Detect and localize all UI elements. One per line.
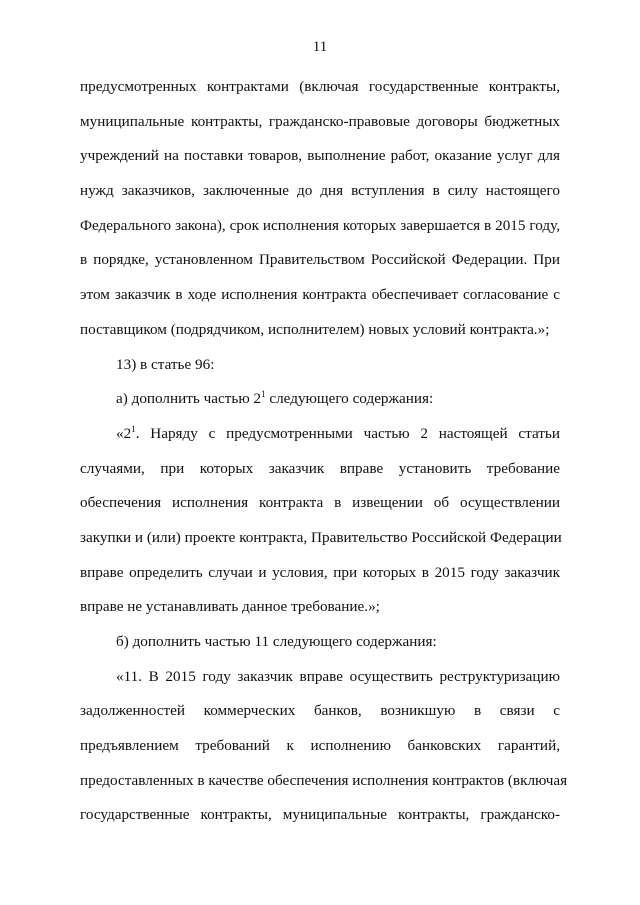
text-line: Федерального закона), срок исполнения которых завершается в 2015 году, — [80, 216, 560, 234]
text-line: обеспечения исполнения контракта в извещении об осуществлении — [80, 494, 560, 512]
text-line: предоставленных в качестве обеспечения исполнения контрактов (включая — [80, 771, 568, 789]
text-line: случаями, при которых заказчик вправе установить требование — [80, 459, 560, 477]
text-line: закупки и (или) проекте контракта, Правительство Российской Федерации — [80, 528, 562, 546]
superscript: 1 — [131, 423, 136, 434]
document-body — [80, 70, 568, 833]
text-line: учреждений на поставки товаров, выполнение работ, оказание услуг для — [80, 147, 560, 165]
text-line: нужд заказчиков, заключенные до дня вступления в силу настоящего — [80, 182, 560, 200]
text-segment: а) дополнить частью 2 — [116, 390, 262, 408]
text-line: муниципальные контракты, гражданско-правовые договоры бюджетных — [80, 112, 560, 130]
text-line: государственные контракты, муниципальные контракты, гражданско- — [80, 806, 560, 824]
page-number: 11 — [312, 39, 328, 55]
text-line: этом заказчик в ходе исполнения контракта обеспечивает согласование с — [80, 286, 560, 304]
text-line: б) дополнить частью 11 следующего содержания: — [116, 633, 437, 650]
text-segment: «2 — [116, 424, 132, 442]
text-line: вправе определить случаи и условия, при которых в 2015 году заказчик — [80, 563, 560, 581]
text-line: поставщиком (подрядчиком, исполнителем) новых условий контракта.»; — [80, 320, 550, 338]
superscript: 1 — [261, 389, 266, 400]
text-segment: . Наряду с предусмотренными частью 2 настоящей статьи — [135, 424, 560, 442]
text-line: «11. В 2015 году заказчик вправе осуществить реструктуризацию — [116, 667, 560, 685]
text-line: вправе не устанавливать данное требование.»; — [80, 598, 380, 616]
text-line: задолженностей коммерческих банков, возникшую в связи с — [80, 702, 560, 720]
text-segment: следующего содержания: — [265, 390, 434, 408]
text-line — [80, 417, 560, 452]
text-line: 13) в статье 96: — [116, 355, 215, 373]
text-line — [80, 382, 560, 417]
text-line: в порядке, установленном Правительством Российской Федерации. При — [80, 251, 560, 269]
text-line: предусмотренных контрактами (включая государственные контракты, — [80, 78, 560, 95]
text-line: предъявлением требований к исполнению банковских гарантий, — [80, 737, 560, 755]
